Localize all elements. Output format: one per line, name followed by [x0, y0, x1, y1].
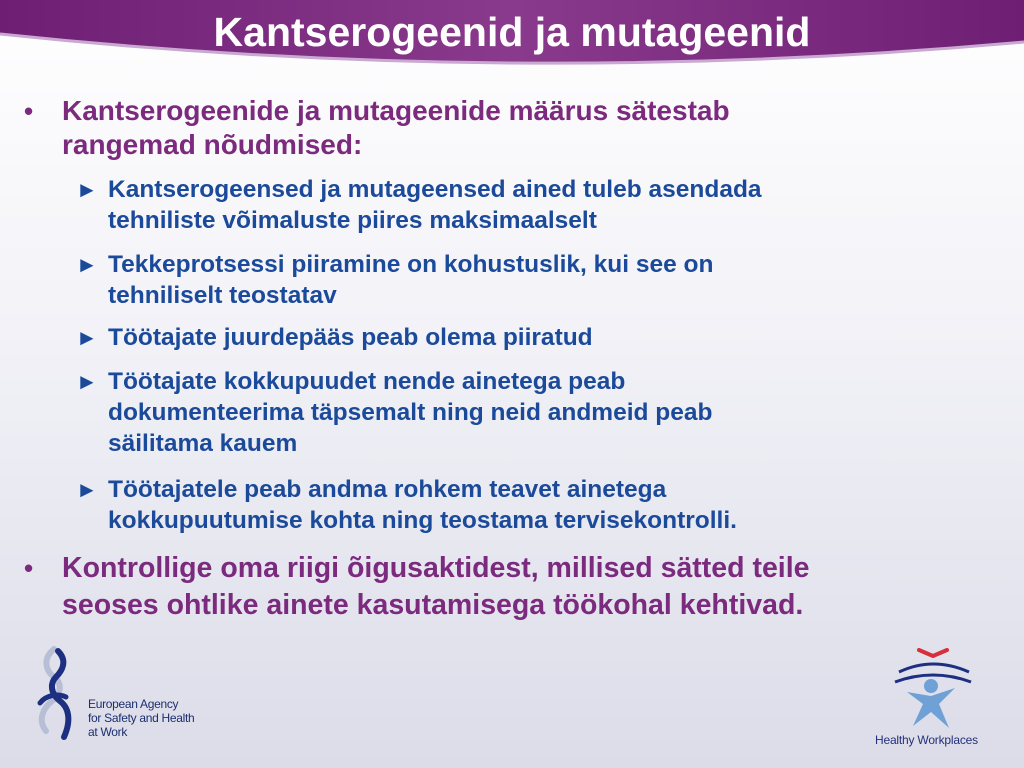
- eu-osha-logo-icon: [32, 645, 92, 745]
- eu-osha-line-1: European Agency: [88, 697, 179, 711]
- sub-bullet-5-line-2: kokkupuutumise kohta ning teostama tervisekontrolli.: [108, 507, 737, 534]
- healthy-workplaces-wordmark: Healthy Workplaces: [875, 733, 978, 747]
- arrow-marker: ►: [76, 477, 98, 502]
- sub-bullet-1: [76, 174, 988, 236]
- bullet-2: [24, 550, 810, 624]
- bullet-marker: •: [24, 553, 34, 583]
- sub-bullet-2-line-1: Tekkeprotsessi piiramine on kohustuslik, kui see on: [108, 251, 714, 278]
- arrow-marker: ►: [76, 325, 98, 350]
- sub-bullet-4-line-1: Töötajate kokkupuudet nende ainetega peab: [108, 368, 626, 395]
- bullet-1: [24, 94, 730, 162]
- sub-bullet-4-line-2: dokumenteerima täpsemalt ning neid andmeid peab: [108, 399, 713, 426]
- sub-bullet-4: [76, 366, 988, 459]
- sub-bullet-5-line-1: Töötajatele peab andma rohkem teavet ainetega: [108, 476, 667, 503]
- bullet-1-line-1: Kantserogeenide ja mutageenide määrus sätestab: [62, 95, 730, 126]
- arrow-marker: ►: [76, 177, 98, 202]
- bullet-2-line-1: Kontrollige oma riigi õigusaktidest, millised sätted teile: [62, 552, 810, 584]
- sub-bullet-3-line-1: Töötajate juurdepääs peab olema piiratud: [108, 324, 593, 351]
- sub-bullet-1-line-2: tehniliste võimaluste piires maksimaalselt: [108, 207, 597, 234]
- bullet-2-line-2: seoses ohtlike ainete kasutamisega töökohal kehtivad.: [62, 589, 804, 621]
- sub-bullet-3: [76, 322, 988, 353]
- arrow-marker: ►: [76, 369, 98, 394]
- eu-osha-line-2: for Safety and Health: [88, 711, 195, 725]
- bullet-1-line-2: rangemad nõudmised:: [62, 129, 363, 160]
- sub-bullet-4-line-3: säilitama kauem: [108, 430, 298, 457]
- sub-bullet-2-line-2: tehniliselt teostatav: [108, 282, 337, 309]
- arrow-marker: ►: [76, 252, 98, 277]
- healthy-workplaces-logo-icon: [893, 648, 973, 730]
- slide-title: Kantserogeenid ja mutageenid: [213, 9, 811, 55]
- bullet-marker: •: [24, 96, 34, 126]
- sub-bullet-5: [76, 474, 988, 536]
- sub-bullet-1-line-1: Kantserogeensed ja mutageensed ained tuleb asendada: [108, 176, 762, 203]
- eu-osha-wordmark: [88, 697, 194, 739]
- eu-osha-line-3: at Work: [88, 725, 128, 739]
- sub-bullet-2: [76, 249, 988, 311]
